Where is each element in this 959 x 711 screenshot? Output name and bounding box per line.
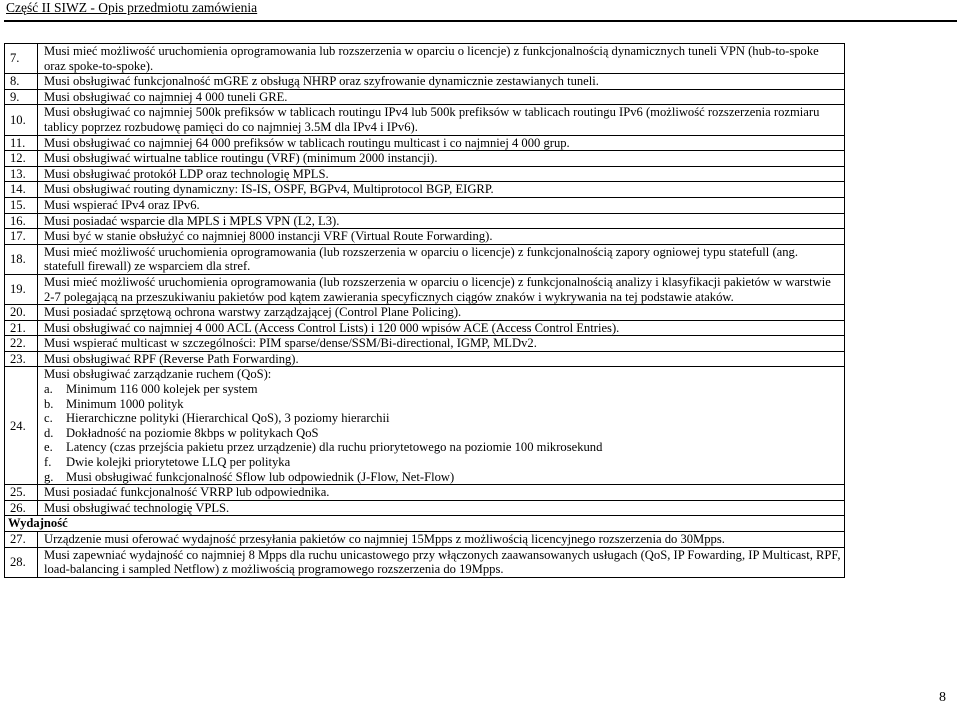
row-text: Musi posiadać wsparcie dla MPLS i MPLS VPN (L2, L3). (38, 213, 845, 229)
qos-item-text: Latency (czas przejścia pakietu przez urządzenie) dla ruchu priorytetowego na poziomie 100 mikrosekund (66, 440, 603, 455)
row-number: 9. (5, 89, 38, 105)
header-rule (4, 20, 957, 22)
row-number: 28. (5, 547, 38, 577)
row-number: 15. (5, 197, 38, 213)
row-text: Musi obsługiwać technologię VPLS. (38, 500, 845, 516)
table-row (5, 351, 845, 367)
table-row (5, 500, 845, 516)
row-number: 13. (5, 166, 38, 182)
qos-item (44, 397, 841, 412)
section-title: Wydajność (5, 516, 845, 532)
qos-item-text: Dwie kolejki priorytetowe LLQ per polityka (66, 455, 291, 470)
row-text: Musi obsługiwać routing dynamiczny: IS-IS, OSPF, BGPv4, Multiprotocol BGP, EIGRP. (38, 182, 845, 198)
row-number: 22. (5, 336, 38, 352)
qos-item-letter: f. (44, 455, 52, 470)
table-row (5, 229, 845, 245)
row-text: Musi mieć możliwość uruchomienia oprogramowania (lub rozszerzenia w oparciu o licencje) z funkcjonalnością analizy i klasyfikacji pakietów w warstwie 2-7 polegającą na przeszukiwaniu pakietów pod kątem zawierania specyficznych ciągów znaków i wykrywania na tej podstawie ataków. (38, 274, 845, 304)
row-number: 26. (5, 500, 38, 516)
row-number: 14. (5, 182, 38, 198)
row-number: 17. (5, 229, 38, 245)
table-row (5, 89, 845, 105)
table-row (5, 197, 845, 213)
table-row (5, 320, 845, 336)
qos-item-letter: g. (44, 469, 54, 484)
table-row (5, 485, 845, 501)
qos-intro: Musi obsługiwać zarządzanie ruchem (QoS): (44, 367, 272, 382)
qos-item-text: Minimum 116 000 kolejek per system (66, 382, 258, 397)
qos-item (44, 426, 841, 441)
row-number: 20. (5, 305, 38, 321)
qos-item-letter: a. (44, 382, 53, 397)
row-text (38, 367, 845, 485)
section-row (5, 516, 845, 532)
row-number: 7. (5, 44, 38, 74)
table-row (5, 166, 845, 182)
table-row (5, 367, 845, 485)
row-number: 25. (5, 485, 38, 501)
row-text: Musi obsługiwać funkcjonalność mGRE z obsługą NHRP oraz szyfrowanie dynamicznie zestawianych tuneli. (38, 74, 845, 90)
row-text: Musi wspierać multicast w szczególności: PIM sparse/dense/SSM/Bi-directional, IGMP, MLDv2. (38, 336, 845, 352)
table-row (5, 336, 845, 352)
row-number: 19. (5, 274, 38, 304)
table-row (5, 244, 845, 274)
row-number: 27. (5, 532, 38, 548)
row-text: Musi posiadać funkcjonalność VRRP lub odpowiednika. (38, 485, 845, 501)
qos-item-letter: d. (44, 425, 54, 440)
qos-item (44, 411, 841, 426)
qos-item (44, 440, 841, 455)
qos-item-letter: c. (44, 411, 53, 426)
table-row (5, 74, 845, 90)
row-text: Musi zapewniać wydajność co najmniej 8 Mpps dla ruchu unicastowego przy włączonych zaawansowanych usługach (QoS, IP Fowarding, IP Multicast, RPF, load-balancing i sampled Netflow) z możliwością programowego rozszerzenia do 19Mpps. (38, 547, 845, 577)
row-text: Musi wspierać IPv4 oraz IPv6. (38, 197, 845, 213)
row-text: Musi posiadać sprzętową ochrona warstwy zarządzającej (Control Plane Policing). (38, 305, 845, 321)
row-text: Musi mieć możliwość uruchomienia oprogramowania (lub rozszerzenia w oparciu o licencje) z funkcjonalnością zapory ogniowej typu statefull (ang. statefull firewall) ze wsparciem dla stref. (38, 244, 845, 274)
row-text: Urządzenie musi oferować wydajność przesyłania pakietów co najmniej 15Mpps z możliwością licencyjnego rozszerzenia do 30Mpps. (38, 532, 845, 548)
row-number: 21. (5, 320, 38, 336)
table-row (5, 532, 845, 548)
document-header: Część II SIWZ - Opis przedmiotu zamówienia (6, 0, 258, 15)
table-row (5, 213, 845, 229)
table-row (5, 547, 845, 577)
row-text: Musi obsługiwać protokół LDP oraz technologię MPLS. (38, 166, 845, 182)
row-text: Musi obsługiwać RPF (Reverse Path Forwarding). (38, 351, 845, 367)
table-row (5, 135, 845, 151)
row-text: Musi obsługiwać co najmniej 500k prefiksów w tablicach routingu IPv4 lub 500k prefiksów w tablicach routingu IPv6 (możliwość rozszerzenia rozmiaru tablicy poprzez rozbudowę pamięci do co najmniej 3.5M dla IPv4 i IPv6). (38, 105, 845, 135)
row-text: Musi obsługiwać co najmniej 4 000 ACL (Access Control Lists) i 120 000 wpisów ACE (Access Control Entries). (38, 320, 845, 336)
table-row (5, 182, 845, 198)
row-number: 11. (5, 135, 38, 151)
table-row (5, 151, 845, 167)
table-row (5, 44, 845, 74)
row-number: 16. (5, 213, 38, 229)
qos-item (44, 455, 841, 470)
qos-item (44, 382, 841, 397)
row-number: 18. (5, 244, 38, 274)
table-row (5, 105, 845, 135)
row-number: 12. (5, 151, 38, 167)
row-text: Musi mieć możliwość uruchomienia oprogramowania lub rozszerzenia w oparciu o licencje) z funkcjonalnością dynamicznych tuneli VPN (hub-to-spoke oraz spoke-to-spoke). (38, 44, 845, 74)
row-text: Musi obsługiwać wirtualne tablice routingu (VRF) (minimum 2000 instancji). (38, 151, 845, 167)
table-row (5, 274, 845, 304)
row-number: 8. (5, 74, 38, 90)
qos-item-letter: e. (44, 440, 53, 455)
qos-item-text: Musi obsługiwać funkcjonalność Sflow lub odpowiednik (J-Flow, Net-Flow) (66, 469, 455, 484)
table-row (5, 305, 845, 321)
row-text: Musi być w stanie obsłużyć co najmniej 8000 instancji VRF (Virtual Route Forwarding). (38, 229, 845, 245)
qos-item (44, 470, 841, 485)
requirements-table (4, 43, 845, 578)
qos-item-text: Dokładność na poziomie 8kbps w politykach QoS (66, 425, 319, 440)
row-number: 10. (5, 105, 38, 135)
qos-item-text: Hierarchiczne polityki (Hierarchical QoS), 3 poziomy hierarchii (66, 411, 390, 426)
row-text: Musi obsługiwać co najmniej 4 000 tuneli GRE. (38, 89, 845, 105)
row-text: Musi obsługiwać co najmniej 64 000 prefiksów w tablicach routingu multicast i co najmniej 4 000 grup. (38, 135, 845, 151)
qos-item-letter: b. (44, 396, 54, 411)
row-number: 23. (5, 351, 38, 367)
qos-item-text: Minimum 1000 polityk (66, 396, 184, 411)
row-number: 24. (5, 367, 38, 485)
page-number: 8 (939, 690, 946, 705)
